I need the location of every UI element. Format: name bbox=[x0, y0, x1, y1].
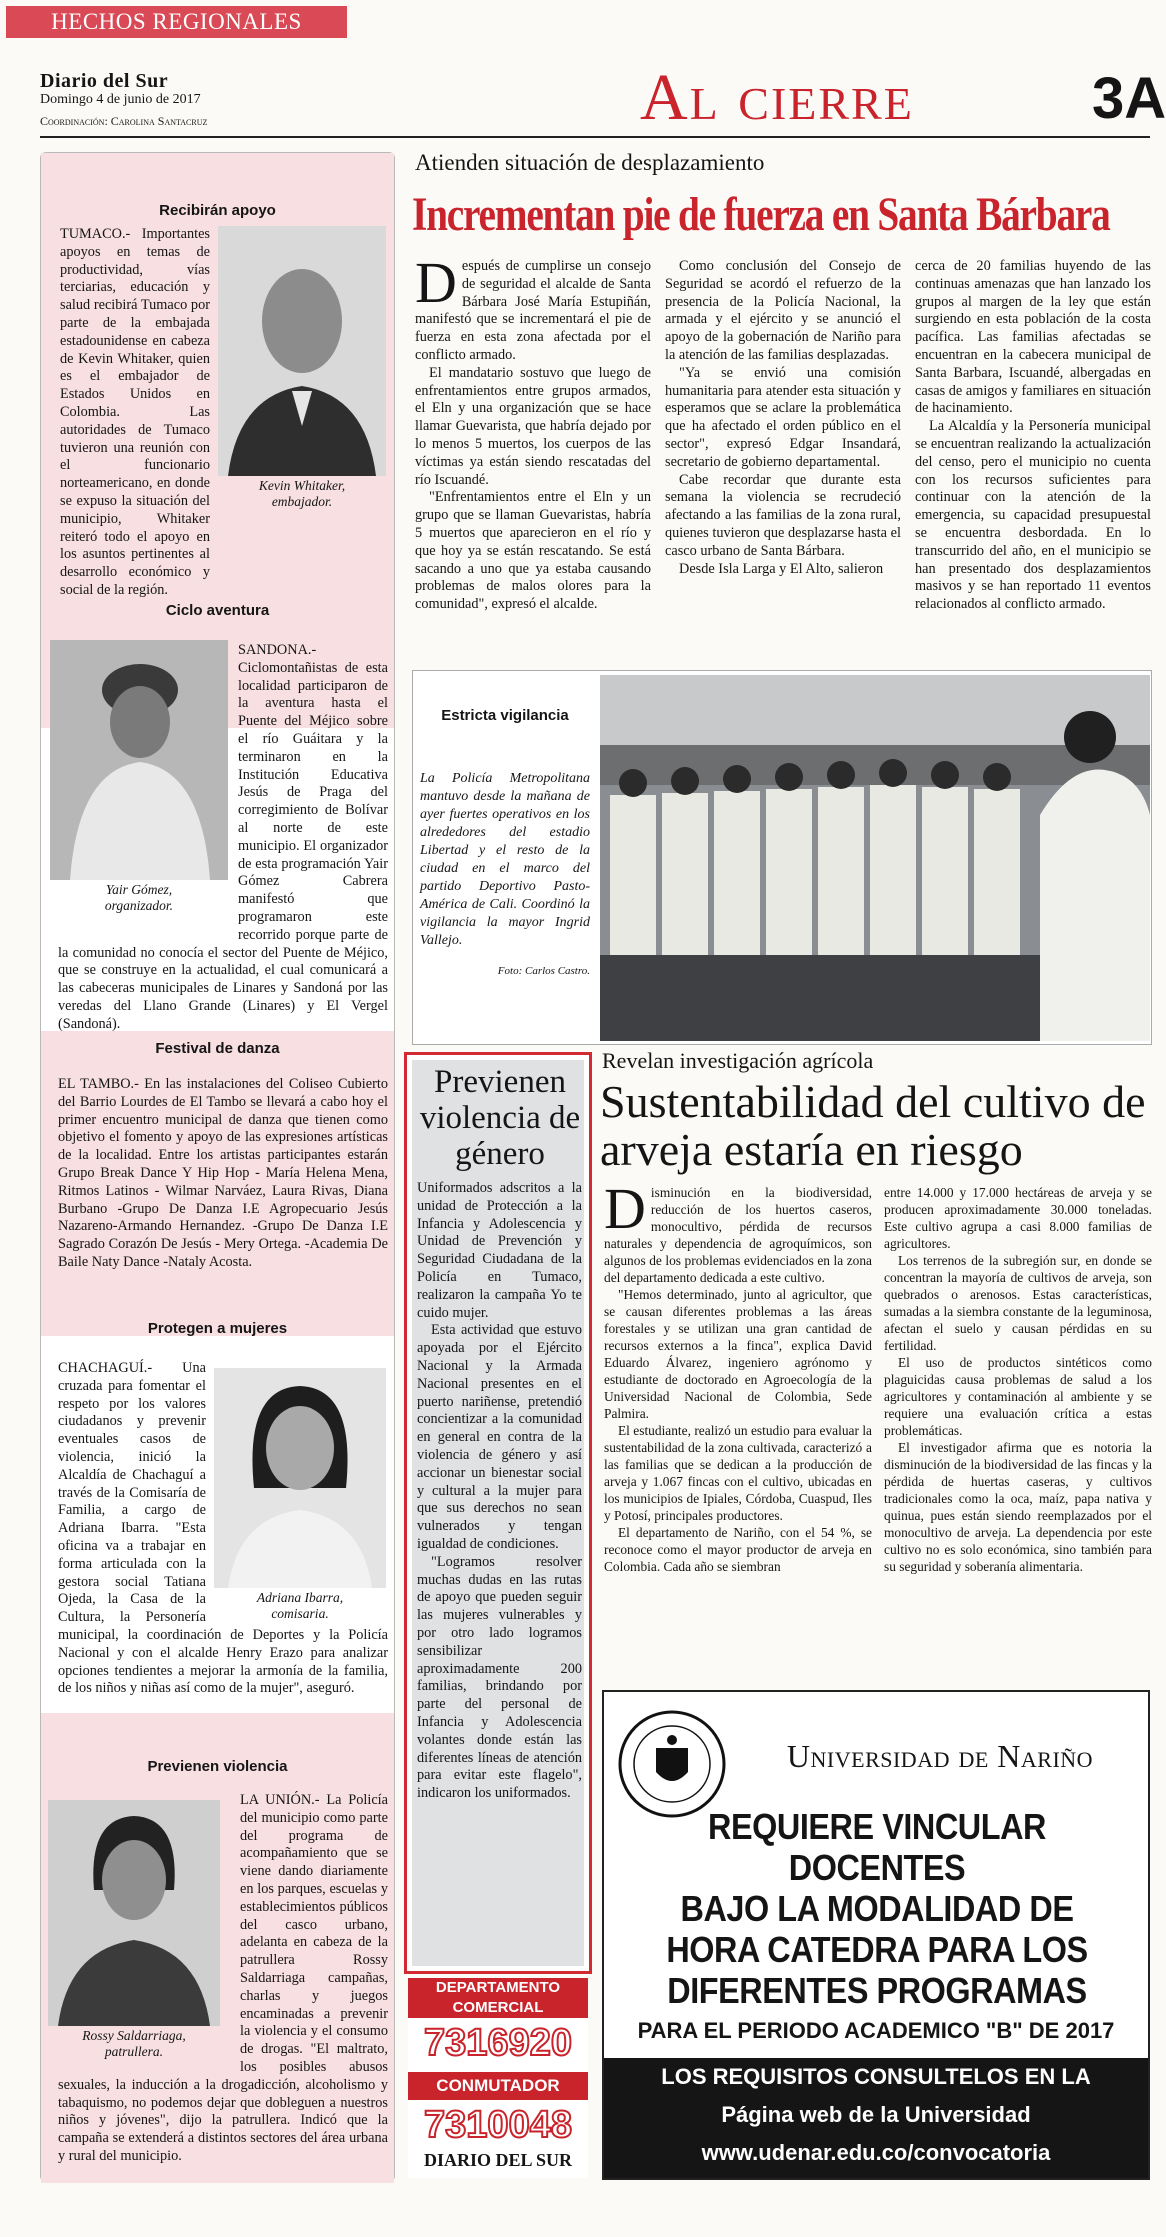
police-formation-photo bbox=[600, 675, 1150, 1041]
diario-del-sur-logo: DIARIO DEL SUR bbox=[423, 2150, 573, 2170]
brief-title: Festival de danza bbox=[155, 1040, 280, 1057]
text-wrap-spacer bbox=[206, 1360, 388, 1618]
page-number: 3A bbox=[1092, 66, 1166, 131]
story-kicker: Revelan investigación agrícola bbox=[602, 1048, 874, 1073]
brief-title: Recibirán apoyo bbox=[159, 202, 276, 219]
switchboard-number: 7310048 bbox=[408, 2102, 588, 2148]
story-headline: Sustentabilidad del cultivo de arveja estaría en riesgo bbox=[600, 1076, 1146, 1175]
brief-title: Ciclo aventura bbox=[165, 602, 270, 619]
brief-text: TUMACO.- Importantes apoyos en temas de productividad, vías terciarias, educación y salud recibirá Tumaco por parte de la embajada estadounidense en cabeza de Kevin Whitaker, quien es el embajador de Estados Unidos en Colombia. Las autoridades de Tumaco tuvieron una reunión con el funcionario norteamericano, en donde se expuso la situación del municipio, Whitaker reiteró todo el apoyo en los asuntos pertinentes al desarrollo económico y social de la región. bbox=[60, 226, 210, 598]
regional-news-band: HECHOS REGIONALES bbox=[6, 6, 347, 38]
photo-credit: Foto: Carlos Castro. bbox=[497, 965, 590, 977]
story-column-1: Después de cumplirse un consejo de seguridad el alcalde de Santa Bárbara José María Estupiñán, manifestó que se incrementará el pie de fuerza en esta zona afectada por el conflicto armado. El mandatario sostuvo que luego de enfrentamientos entre grupos armados, el Eln y una organización que se hace llamar Guevarista, que habría dejado por lo menos 5 muertos, los cuerpos de las víctimas ya están siendo rescatadas del río Iscuandé. "Enfrentamientos entre el Eln y un grupo que se llaman Guevaristas, habría 5 muertos que aparecieron en el río y que hoy ya se están rescatando. Se está sacando a uno que ya estaba causando problemas de malos olores para la comunidad", expresó el alcalde. bbox=[415, 250, 651, 613]
ad-period: PARA EL PERIODO ACADEMICO "B" DE 2017 bbox=[637, 2018, 1115, 2043]
text-wrap-spacer bbox=[58, 642, 238, 932]
kevin-whitaker-photo bbox=[218, 226, 386, 476]
university-url[interactable]: www.udenar.edu.co/convocatoria bbox=[701, 2140, 1051, 2165]
publication-date: Domingo 4 de junio de 2017 bbox=[40, 92, 201, 107]
photo-caption: Adriana Ibarra, comisaria. bbox=[256, 1590, 344, 1621]
ad-footer: LOS REQUISITOS CONSULTELOS EN LA Página web de la Universidad www.udenar.edu.co/convocatoria bbox=[604, 2058, 1148, 2178]
brief-text: SANDONA.- Ciclomontañistas de esta localidad participaron de la aventura hasta el Puente del Méjico sobre el río Guáitara y la terminaron en la Institución Educativa Jesús de Praga del corregimiento de Bolívar al norte de este municipio. El organizador de esta programación Yair Gómez Cabrera manifestó que programaron este recorrido porque parte de la comunidad no conocía el sector del Puente de Méjico, que se construye en la actualidad, el cual comunicará a las cabeceras municipales de Linares y Sandoná por las veredas del Llano Grande (Linares) y El Vergel (Sandoná). bbox=[58, 642, 388, 1032]
gender-violence-text: Uniformados adscritos a la unidad de Protección a la Infancia y Adolescencia y Unidad de Prevención y Seguridad Ciudadana de la Policía en Tumaco, realizaron la campaña Yo te cuido mujer. Esta actividad que estuvo apoyada por el Ejército Nacional y la Armada Nacional presentes en el puerto nariñense, pretendió concientizar a la comunidad en general en contra de la violencia de género y así accionar un bienestar social y cultural a la mujer para que sus derechos no sean vulnerados y tengan igualdad de condiciones. "Logramos resolver muchas dudas en las rutas de apoyo que pueden seguir las mujeres vulnerables y por otro lado logramos sensibilizar aproximadamente 200 familias, brindando por parte del personal de Infancia y Adolescencia volantes donde están las diferentes líneas de atención para evitar este flagelo", indicaron los uniformados. bbox=[417, 1180, 582, 1802]
brief-text: LA UNIÓN.- La Policía del municipio como parte del programa de acompañamiento que se viene dando diariamente en los parques, escuelas y establecimientos públicos del casco urbano, adelanta en cabeza de la patrullera Rossy Saldarriaga campañas, charlas y juegos encaminadas a prevenir la violencia y el consumo de drogas. "El maltrato, los posibles abusos sexuales, la inducción a la drogadicción, alcoholismo y tabaquismo, no podemos dejar que dobleguen a nuestros niños y jóvenes", dijo la patrullera. Indicó que la campaña se extenderá a distintos sectores del área urbana y rural del municipio. bbox=[58, 1792, 388, 2164]
story-column-3: cerca de 20 familias huyendo de las continuas amenazas que han lanzado los grupos al margen de la ley que están surgiendo en esta población de la costa pacífica. Las familias afectadas se encuentran en la cabecera municipal de Santa Barbara, Iscuandé, albergadas en casas de amigos y familiares en situación de hacinamiento. La Alcaldía y la Personería municipal se encuentran realizando la actualización del censo, pero el municipio no cuenta con los recursos suficientes para continuar con la atención de la emergencia, su capacidad presupuestal se encuentra desbordada. En lo transcurrido del año, en el municipio se han presentado dos desplazamientos masivos y se han reportado 11 eventos relacionados al conflicto armado. bbox=[915, 258, 1151, 613]
dropcap: D bbox=[604, 1176, 646, 1241]
switchboard-label: CONMUTADOR bbox=[408, 2072, 588, 2100]
commercial-department-ad bbox=[408, 1978, 588, 2178]
university-name: Universidad de Nariño bbox=[786, 1738, 1094, 1774]
story-column-2: Como conclusión del Consejo de Seguridad se acordó el refuerzo de la presencia de la Policía Nacional, la armada y el ejército y se anunció el apoyo de la gobernación de Nariño para la atención de las familias desplazadas. "Ya se envió una comisión humanitaria para atender esta situación y esperamos que se aclare la problemática que ha afectado el orden público en el sector", expresó Edgar Insandará, secretario de gobierno departamental. Cabe recordar que durante esta semana la violencia se recrudeció afectando a las familias de la zona rural, quienes tuvieron que desplazarse hasta el casco urbano de Santa Bárbara. Desde Isla Larga y El Alto, salieron bbox=[665, 258, 901, 577]
story-kicker: Atienden situación de desplazamiento bbox=[415, 150, 765, 175]
photo-feature-caption: La Policía Metropolitana mantuvo desde la mañana de ayer fuertes operativos en los alrededores del estadio Libertad y el resto de la ciudad en el marco del partido Deportivo Pasto-América de Cali. Coordinó la vigilancia la mayor Ingrid Vallejo. bbox=[420, 771, 590, 948]
brief-title: Previenen violencia bbox=[147, 1758, 288, 1775]
story-column-1: Disminución en la biodiversidad, reducción de los huertos caseros, monocultivo, pérdida de recursos naturales y dependencia de agroquímicos, son algunos de los problemas evidenciados en la zona del departamento dedicada a este cultivo. "Hemos determinado, junto al agricultor, que se causan diferentes problemas a las áreas forestales y se utilizan una gran cantidad de recursos externos a la finca", explica David Eduardo Álvarez, ingeniero agrónomo y estudiante de doctorado en Agroecología de la Universidad Nacional de Colombia, Sede Palmira. El estudiante, realizó un estudio para evaluar la sustentabilidad de la zona cultivada, caracterizó a las familias que se dedican a la producción de arveja y 1.067 fincas con el cultivo, ubicadas en los municipios de Ipiales, Córdoba, Cuaspud, Iles y Potosí, principales productores. El departamento de Nariño, con el 54 %, se reconoce como el mayor productor de arveja en Colombia. Cada año se siembran bbox=[604, 1176, 872, 1574]
photo-caption: Yair Gómez, organizador. bbox=[104, 882, 174, 913]
header-divider bbox=[40, 136, 1150, 138]
gender-violence-title: Previenen violencia de género bbox=[419, 1064, 581, 1172]
section-title: Al cierre bbox=[640, 61, 914, 134]
dropcap: D bbox=[415, 250, 457, 315]
ad-main-message: REQUIERE VINCULAR DOCENTES BAJO LA MODALIDAD DE HORA CATEDRA PARA LOS DIFERENTES PROGRAMAS bbox=[666, 1806, 1088, 2011]
phone-number: 7316920 bbox=[408, 2020, 588, 2066]
masthead: Diario del Sur bbox=[40, 70, 169, 92]
photo-feature-title: Estricta vigilancia bbox=[441, 707, 569, 724]
story-headline: Incrementan pie de fuerza en Santa Bárbara bbox=[412, 188, 1110, 241]
coordination-credit: Coordinación: Carolina Santacruz bbox=[40, 114, 208, 128]
photo-caption: Kevin Whitaker, embajador. bbox=[258, 478, 346, 509]
portrait-icon bbox=[218, 226, 386, 476]
university-seal-icon bbox=[618, 1710, 726, 1818]
brief-title: Protegen a mujeres bbox=[147, 1320, 288, 1337]
photo-caption: Rossy Saldarriaga, patrullera. bbox=[82, 2028, 186, 2059]
dept-band: DEPARTAMENTO COMERCIAL bbox=[408, 1978, 588, 2018]
text-wrap-spacer bbox=[58, 1792, 240, 2062]
brief-text: EL TAMBO.- En las instalaciones del Coliseo Cubierto del Barrio Lourdes de El Tambo se llevará a cabo hoy el primer encuentro municipal de danza que tienen como objetivo el fomento y apoyo de las expresiones artísticas de la localidad. Entre los artistas participantes estarán Grupo Break Dance Y Hip Hop - María Helena Mena, Ritmos Latinos - Wilmar Narváez, Laura Rivas, Diana Burbano -Grupo De Danza I.E Agropecuario Jesús Nazareno-Armando Hernandez. -Grupo De Danza I.E Sagrado Corazón De Jesús - Mery Ortega. -Academia De Baile Naty Dance -Nataly Acosta. bbox=[58, 1076, 388, 1270]
story-column-2: entre 14.000 y 17.000 hectáreas de arveja y se producen aproximadamente 30.000 toneladas. Este cultivo agrupa a casi 8.000 familias de agricultores. Los terrenos de la subregión sur, en donde se concentran la mayoría de cultivos de arveja, son quebrados o arenosos. Estas características, sumadas a la siembra constante de la leguminosa, afectan el suelo y causan pérdidas en su fertilidad. El uso de productos sintéticos como plaguicidas causa problemas de salud a los agricultores y contaminación al ambiente y se requiere una evaluación crítica a estas problemáticas. El investigador afirma que es notoria la disminución de la biodiversidad de las fincas y la pérdida de huertas caseras, y cultivos tradicionales como la oca, maíz, papa nativa y quinua, pues están siendo reemplazados por el monocultivo de arveja. La dependencia por este cultivo no es solo económica, sino también para su seguridad y soberanía alimentaria. bbox=[884, 1185, 1152, 1574]
brief-text: CHACHAGUÍ.- Una cruzada para fomentar el respeto por los valores ciudadanos y prevenir eventuales casos de violencia, inició la Alcaldía de Chachaguí a través de la Comisaría de Familia, a cargo de Adriana Ibarra. "Esta oficina va a trabajar en forma articulada con la gestora social Tatiana Ojeda, la Casa de la Cultura, la Personería municipal, la coordinación de Deportes y la Policía Nacional y con el alcalde Henry Erazo para analizar opciones tendientes a mejorar la armonía de la familia, de los niños y niñas así como de la mujer", aseguró. bbox=[58, 1360, 388, 1697]
